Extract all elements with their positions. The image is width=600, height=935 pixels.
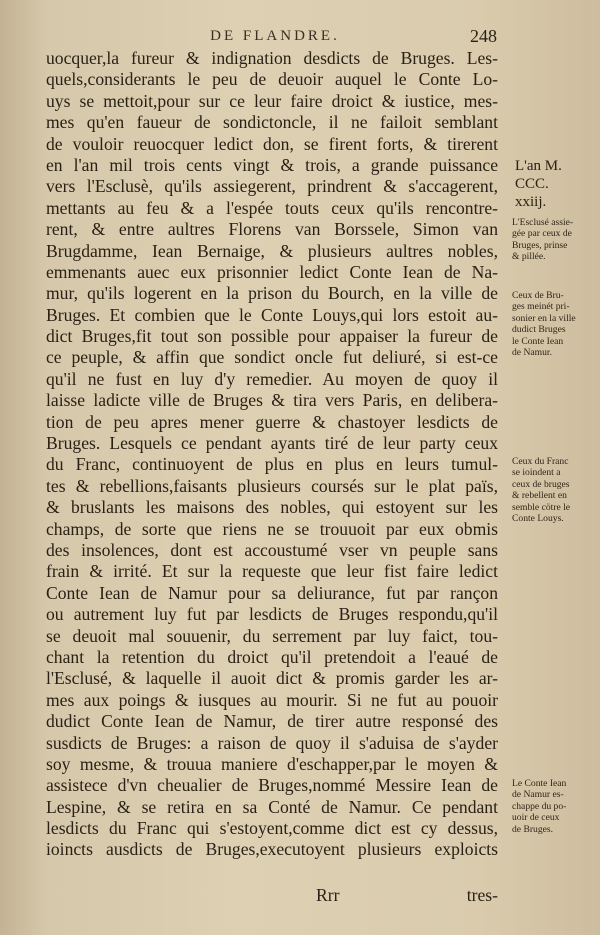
text-line: laisse ladicte ville de Bruges & tira vers Paris, en delibera- <box>46 390 498 411</box>
margin-note-line: le Conte Iean <box>512 335 564 347</box>
text-line: lesdicts du Franc qui s'estoyent,comme dict est cy dessus, <box>46 818 498 839</box>
text-line: & bruslants les maisons des nobles, qui estoyent sur les <box>46 497 498 518</box>
text-line: quels,considerants le peu de deuoir auquel le Conte Lo- <box>46 69 498 90</box>
text-line: se deuoit mal souuenir, du serrement par luy faict, tou- <box>46 625 498 646</box>
text-line: uys se mettoit,pour sur ce leur faire droict & iustice, mes- <box>46 90 498 111</box>
text-line: ou autrement luy fut par lesdicts de Bruges respondu,qu'il <box>46 604 498 625</box>
margin-note-line: Le Conte Iean <box>512 778 567 789</box>
text-line: mes qu'en faueur de sondictoncle, il ne failoit semblant <box>46 112 498 133</box>
page-number: 248 <box>470 26 497 46</box>
margin-note-line: & pillée. <box>512 251 546 263</box>
margin-note-line: de Namur es- <box>512 789 564 801</box>
margin-note-line: de Bruges. <box>512 823 554 835</box>
margin-note-line: gée par ceux de <box>512 228 572 240</box>
margin-note-line: dudict Bruges <box>512 324 566 336</box>
text-line: ioincts ausdicts de Bruges,executoyent plusieurs exploicts <box>46 839 498 860</box>
text-line: de vouloir reuocquer ledict don, se firent forts, & tirerent <box>46 133 498 154</box>
margin-note-line: Bruges, prinse <box>512 239 568 251</box>
margin-note-line: L'an M. <box>515 158 562 174</box>
text-line: du Franc, continuoyent de plus en plus en leurs tumul- <box>46 454 498 475</box>
margin-note-line: se ioindent a <box>512 467 561 479</box>
text-line: des insolences, dont est accoustumé vser vn peuple sans <box>46 539 498 560</box>
text-line: Bruges. Lesquels ce pendant ayants tiré de leur party ceux <box>46 433 498 454</box>
text-line: assistece d'vn cheualier de Bruges,nommé Messire Iean de <box>46 775 498 796</box>
text-line: dict Bruges,fit tout son possible pour appaiser la fureur de <box>46 326 498 347</box>
text-line: susdicts de Bruges: a raison de quoy il s'aduisa de s'ayder <box>46 732 498 753</box>
text-line: ce peuple, & affin que sondict oncle fut deliuré, si est-ce <box>46 347 498 368</box>
margin-note-line: L'Esclusé assie- <box>512 217 574 228</box>
text-line: mur, qu'ils logerent en la prison du Bourch, en la ville de <box>46 283 498 304</box>
catchword: tres- <box>466 885 498 905</box>
text-line: rent, & entre aultres Florens van Borssele, Simon van <box>46 219 498 240</box>
margin-note-franc <box>512 456 596 524</box>
text-line: Conte Iean de Namur pour sa deliurance, fut par rançon <box>46 582 498 603</box>
text-line: tion de peu apres mener guerre & chastoyer lesdicts de <box>46 411 498 432</box>
text-line: emmenants auec eux prisonnier ledict Conte Iean de Na- <box>46 261 498 282</box>
text-line: vers l'Esclusè, qu'ils assiegerent, prindrent & s'accagerent, <box>46 176 498 197</box>
margin-note-line: CCC. <box>515 176 549 192</box>
text-line: en l'an mil trois cents vingt & trois, a grande puissance <box>46 154 498 175</box>
margin-note-line: de Namur. <box>512 347 552 359</box>
text-line: Lespine, & se retira en sa Conté de Namur. Ce pendant <box>46 796 498 817</box>
text-line: tes & rebellions,faisants plusieurs coursés sur le plat païs, <box>46 475 498 496</box>
text-line: dudict Conte Iean de Namur, de tirer autre responsé des <box>46 711 498 732</box>
text-line: Brugdamme, Iean Bernaige, & plusieurs aultres nobles, <box>46 240 498 261</box>
running-title: DE FLANDRE. <box>210 28 340 44</box>
text-line: frain & irrité. Et sur la requeste que leur fist faire ledict <box>46 561 498 582</box>
margin-note-line: Ceux du Franc <box>512 456 569 467</box>
text-line: mes aux poings & iusques au mourir. Si ne fut au pouoir <box>46 689 498 710</box>
margin-note-escape <box>512 778 596 835</box>
text-line: Bruges. Et combien que le Conte Louys,qui lors estoit au- <box>46 304 498 325</box>
text-line: mettants au feu & a l'espée touts ceux qu'ils rencontre- <box>46 197 498 218</box>
body-text <box>46 48 498 861</box>
text-line: soy mesme, & trouua maniere d'eschapper,par le moyen & <box>46 753 498 774</box>
text-line: l'Esclusé, & laquelle il auoit dict & promis garder les ar- <box>46 668 498 689</box>
margin-note-line: Ceux de Bru- <box>512 290 564 301</box>
margin-note-line: xxiij. <box>515 194 547 210</box>
text-line: chant la retention du droict qu'il pretendoit a l'eaué de <box>46 646 498 667</box>
margin-note-line: chappe du po- <box>512 800 567 812</box>
margin-date-note <box>515 157 585 211</box>
margin-note-line: uoir de ceux <box>512 812 560 824</box>
signature-mark: Rrr <box>316 885 340 905</box>
margin-note-line: Conte Louys. <box>512 513 564 525</box>
margin-note-line: semble cötre le <box>512 501 571 513</box>
text-line: uocquer,la fureur & indignation desdicts de Bruges. Les- <box>46 48 498 68</box>
text-line: qu'il ne fust en luy d'y remedier. Au moyen de quoy il <box>46 368 498 389</box>
margin-note-namur <box>512 290 596 358</box>
margin-note-line: ges meinét pri- <box>512 301 570 313</box>
margin-note-line: sonier en la ville <box>512 312 576 324</box>
margin-note-line: ceux de bruges <box>512 478 570 490</box>
margin-note-line: & rebellent en <box>512 490 567 502</box>
margin-note-esclusé <box>512 217 596 263</box>
text-line: champs, de sorte que riens ne se trouuoit par eux obmis <box>46 518 498 539</box>
